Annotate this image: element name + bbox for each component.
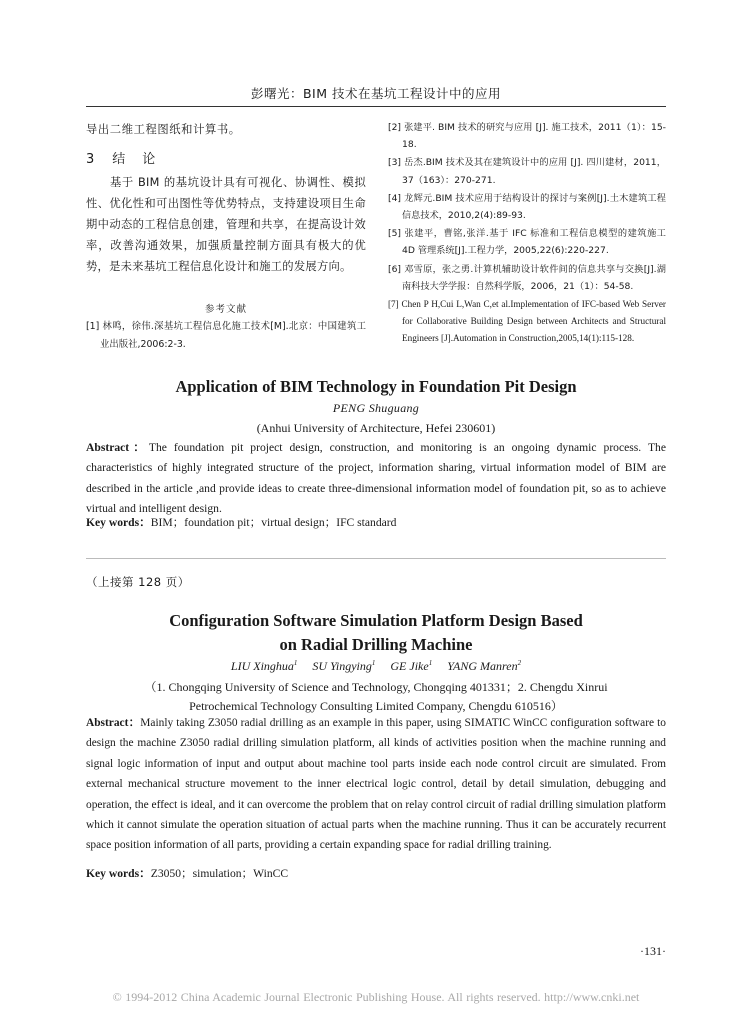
- affiliation-line2: Petrochemical Technology Consulting Limited Company, Chengdu 610516）: [189, 699, 563, 713]
- article1-abstract: [86, 438, 666, 519]
- abstract-text: Mainly taking Z3050 radial drilling as an example in this paper, using SIMATIC WinCC configuration software to design the machine Z3050 radial drilling simulation platform, all kinds of activities position when the machine running and signal logic information of input and output about machine tool parts inside each node control circuit are simulated. From external mechanical structure movement to the inner electrical logic control, detail by detail simulation, debugging and operation, the effect is ideal, and it can overcome the problem that on relay control circuit of radial drilling simulation platform which it cannot simulate the operation situation of actual parts when the machine running. Thus it can be accurately recurrent space position information of all parts, providing a certain expanding space for radial drilling training.: [86, 717, 667, 852]
- article-divider: [86, 558, 666, 559]
- keywords-text: BIM；foundation pit；virtual design；IFC standard: [150, 516, 397, 529]
- article2-title: [86, 609, 666, 657]
- article1-keywords: [86, 514, 666, 530]
- right-column: [388, 119, 666, 349]
- section-heading: [86, 149, 366, 170]
- reference-item: [5] 张建平，曹铭,张洋.基于 IFC 标准和工程信息模型的建筑施工 4D 管理系统[J].工程力学，2005,22(6):220-227.: [388, 228, 666, 257]
- reference-item: [2] 张建平. BIM 技术的研究与应用 [J]. 施工技术，2011（1）：15-18.: [388, 122, 666, 151]
- keywords-text: Z3050；simulation；WinCC: [150, 867, 289, 880]
- running-header: 彭曙光：BIM 技术在基坑工程设计中的应用: [250, 86, 502, 101]
- author-name: GE Jike$^1$: [390, 659, 433, 673]
- article2-abstract: [86, 713, 666, 856]
- conclusion-paragraph: 基于 BIM 的基坑设计具有可视化、协调性、模拟性、优化性和可出图性等优势特点，支持建设项目生命期中动态的工程信息创建，管理和共享，在提高设计效率，改善沟通效果，加强质量控制方面具有极大的优势，是未来基坑工程信息化设计和施工的发展方向。: [86, 176, 366, 273]
- abstract-label: Abstract：: [86, 441, 149, 454]
- reference-item: [7] Chen P H,Cui L,Wan C,et al.Implementation of IFC-based Web Server for Collaborative Building Design between Architects and Structural Engineers [J].Automation in Construction,2005,14(1):115-128.: [388, 299, 666, 344]
- header-rule: [86, 106, 666, 107]
- article2-title-line2: on Radial Drilling Machine: [279, 635, 473, 654]
- references-heading: 参考文献: [204, 304, 247, 315]
- abstract-label: Abstract：: [86, 717, 141, 729]
- copyright-footer: © 1994-2012 China Academic Journal Electronic Publishing House. All rights reserved. http://www.cnki.net: [112, 990, 640, 1004]
- affiliation-line1: （1. Chongqing University of Science and Technology, Chongqing 401331；2. Chengdu Xinrui: [144, 680, 608, 694]
- reference-item: [6] 邓雪原，张之勇.计算机辅助设计软件间的信息共享与交换[J].湖南科技大学学报：自然科学版，2006，21（1）：54-58.: [388, 263, 666, 292]
- abstract-text: The foundation pit project design, construction, and monitoring is an ongoing dynamic process. The characteristics of highly integrated structure of the project, information sharing, virtual information model of BIM are described in the article ,and provide ideas to create three-dimensional information model of foundation pit, so as to achieve virtual and intelligent design.: [86, 441, 666, 515]
- page-number: ·131·: [640, 944, 666, 958]
- author-name: SU Yingying$^1$: [312, 659, 376, 673]
- continued-note: （上接第 128 页）: [86, 575, 190, 589]
- author-name: YANG Manren$^2$: [447, 659, 522, 673]
- author-name: LIU Xinghua$^1$: [230, 659, 298, 673]
- article1-author: PENG Shuguang: [332, 401, 420, 415]
- reference-item: [1] 林鸣，徐伟.深基坑工程信息化施工技术[M].北京：中国建筑工业出版社,2006:2-3.: [86, 321, 366, 350]
- section-title: 结 论: [112, 152, 158, 167]
- reference-item: [3] 岳杰.BIM 技术及其在建筑设计中的应用 [J]. 四川建材，2011，37（163）：270-271.: [388, 157, 666, 186]
- article2-affiliation: [86, 678, 666, 716]
- keywords-label: Key words：: [86, 867, 151, 880]
- article2-keywords: [86, 865, 666, 881]
- reference-item: [4] 龙辉元.BIM 技术应用于结构设计的探讨与案例[J].土木建筑工程信息技术，2010,2(4):89-93.: [388, 192, 666, 222]
- article2-authors: [86, 659, 666, 674]
- left-column: [86, 119, 366, 353]
- keywords-label: Key words：: [86, 516, 151, 529]
- section-number: 3: [86, 152, 97, 167]
- article1-title: Application of BIM Technology in Foundation Pit Design: [175, 377, 577, 396]
- intro-line: 导出二维工程图纸和计算书。: [86, 123, 241, 136]
- article2-title-line1: Configuration Software Simulation Platform Design Based: [169, 611, 583, 630]
- article1-affiliation: (Anhui University of Architecture, Hefei 230601): [256, 421, 496, 435]
